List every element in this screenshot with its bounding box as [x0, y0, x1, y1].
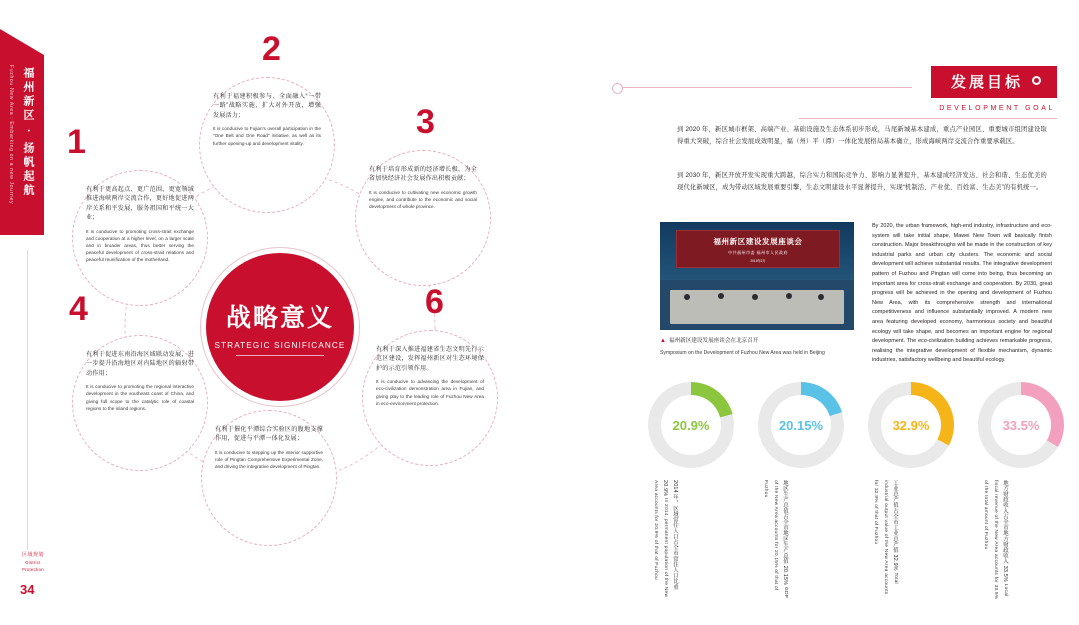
photo-person-icon: [818, 294, 824, 300]
photo-caption-cn-text: 福州新区建设发展座谈会在北京召开: [668, 338, 759, 344]
donut-caption-en: In 2014, permanent population of the New Area accounts for 20.9% of that of Fuzhou: [653, 480, 668, 598]
photo-banner-date: 2015年2月: [750, 259, 766, 263]
donut-caption-en: Total industrial output value of the New Area accounts for 32.9% of that of Fuzhou: [873, 480, 898, 595]
photo-banner: [676, 230, 840, 268]
photo-banner-title: 福州新区建设发展座谈会: [713, 237, 803, 246]
photo-person-icon: [718, 293, 724, 299]
bubble-number: 6: [425, 283, 444, 321]
photo-caption-en: Symposium on the Development of Fuzhou New Area was held in Beijing: [660, 350, 825, 356]
center-title-cn: 战略意义: [225, 304, 334, 332]
donut-hole: [661, 395, 721, 455]
goal-dot-icon: [1032, 76, 1041, 85]
bubble-text-cn: 有利于催化平潭综合实验区的腹地支撑作用，促进与平潭一体化发展；: [215, 426, 323, 443]
significance-bubble-2: [199, 30, 335, 213]
bubble-number: 2: [262, 30, 281, 68]
donut-value: 33.5%: [1002, 417, 1040, 433]
bubble-text-en: It is conducive to cultivating new economic growth engine, and contribute to the economic and social development of whole province.: [369, 189, 477, 210]
bubble-text-en: It is conducive to Fujian's overall participation in the "One Belt and One Road" initiative, as well as its further opening-up and development vitality.: [213, 126, 321, 146]
photo-person-icon: [786, 293, 792, 299]
donut-hole: [991, 395, 1051, 455]
donut-caption-cn: 2014 年，区域常住人口占全市常住人口比重 20.9%: [662, 480, 678, 590]
significance-bubble-6: [362, 283, 498, 466]
page-number: 34: [20, 582, 35, 597]
photo-person-icon: [684, 294, 690, 300]
photo-person-icon: [752, 294, 758, 300]
goal-paragraph-cn-2: 到 2030 年，新区开放开发实现重大跨越，综合实力和国际竞争力、影响力显著提升，基本建成经济发达、社会和谐、生态优美的现代化新城区，成为带动区域发展重要引擎，生态文明建设水平显著提升，实现“机制活、产业优、百姓富、生态美”的有机统一。: [677, 172, 1047, 191]
bubble-text-en: It is conducive to advancing the development of eco-civilization demonstration area in Fujian, and giving play to the leading role of Fuzhou New Area in eco-environment protection.: [376, 379, 484, 406]
donut-caption-1: [760, 480, 790, 600]
donut-chart-1: [758, 382, 844, 468]
triangle-icon: ▲: [660, 338, 666, 344]
photo-caption-cn: [660, 337, 854, 346]
significance-bubble-4: [69, 290, 208, 471]
bubble-number: 4: [69, 290, 88, 328]
donut-value: 32.9%: [892, 417, 930, 433]
photo-block: [660, 222, 854, 357]
divider-dot-icon: [612, 83, 623, 94]
donut-caption-en: GDP of the New Area accounts for 20.15% of that of Fuzhou: [763, 480, 788, 599]
footer-mark-en: District Protection: [22, 560, 44, 572]
donut-value: 20.9%: [672, 417, 710, 433]
bubble-text-cn: 有利于促进东南沿海区域联动发展，进一步提升沿海地区对内陆地区的辐射带动作用；: [86, 351, 194, 377]
statistics-donut-row: [648, 382, 1068, 477]
section-tab-cn: 福州新区 · 扬帆起航: [22, 67, 34, 198]
bubble-text-cn: 有利于更高起点、更广范围、更宽领域推进海峡两岸交流合作，更好地促进两岸关系和平发展，服务祖国和平统一大业；: [86, 186, 194, 222]
bubble-text-en: It is conducive to stepping up the interior supportive role of Pingtan Comprehensive Experimental Zone, and driving the integrative development of Pingtan.: [215, 449, 323, 470]
center-circle: [206, 253, 354, 401]
bubble-text-cn: 有利于福建积极参与、全面融入“一带一路”战略实施，扩大对外开放，增强发展活力；: [213, 93, 321, 119]
goal-title-bar: [931, 66, 1057, 98]
donut-hole: [881, 395, 941, 455]
section-tab-en: Fuzhou New Area : Embarking on a new Journey: [8, 65, 14, 205]
donut-chart-0: [648, 382, 734, 468]
donut-caption-cn: 地区生产总值占全市地区生产总值 20.15%: [782, 480, 788, 586]
donut-chart-3: [978, 382, 1064, 468]
symposium-photo: [660, 222, 854, 330]
development-goal-header: [799, 66, 1057, 119]
bubble-text-cn: 有利于培育形成新的经济增长极，为全省加快经济社会发展作出积极贡献；: [369, 166, 477, 183]
bubble-text-en: It is conducive to promoting cross-strait exchange and cooperation at a higher level, on a larger scale and in broader areas, thus better serving the peaceful development of cross-strait relations and peaceful reunification of the motherland.: [86, 228, 194, 263]
donut-caption-cn: 地方财政收入占全市地方财政收入 33.5%: [1002, 480, 1008, 582]
donut-value: 20.15%: [778, 417, 824, 433]
donut-chart-2: [868, 382, 954, 468]
goal-paragraph-en: By 2020, the urban framework, high-end industry, infrastructure and eco-system will take initial shape, Mawei New Town will basically finish construction. Major breakthroughs will be made in the construction of key industrial parks and urban city clusters. The economic and social development will achieve substantial results. The integrative development pattern of Fuzhou and Pingtan will come into being, thus becoming an important area for cross-strait exchange and cooperation. By 2030, great progress will be achieved in the opening and development of Fuzhou New Area, with its comprehensive strength and international competitiveness and influence substantially improved. A modern new area featuring developed economy, harmonious society and beautiful ecology will take shape, and becomes an important engine for regional development. The eco-civilization building achieves remarkable progress, realising the integrative development of flexible mechanism, dynamic industries, satisfactory wellbeing and beautiful ecology.: [872, 223, 1052, 364]
center-title-en: STRATEGIC SIGNIFICANCE: [214, 341, 346, 350]
significance-bubble-5: [201, 365, 337, 546]
footer-mark-cn: 区域规划: [21, 552, 44, 558]
donut-hole: [771, 395, 831, 455]
donut-caption-2: [870, 480, 900, 600]
goal-title-en: DEVELOPMENT GOAL: [939, 105, 1055, 112]
donut-caption-0: [650, 480, 679, 600]
goal-title-cn: 发展目标: [950, 74, 1023, 91]
bubble-number: 5: [260, 365, 279, 403]
bubble-number: 3: [416, 103, 435, 141]
center-underline: [236, 355, 324, 356]
significance-bubble-3: [355, 103, 491, 286]
donut-caption-3: [980, 480, 1010, 600]
bubble-number: 1: [67, 123, 86, 161]
significance-bubble-1: [67, 123, 208, 306]
photo-banner-sub: 中共福州市委 福州市人民政府: [728, 250, 788, 255]
donut-caption-cn: 工业总产值占全市工业总产值 32.9%: [892, 480, 898, 571]
goal-paragraph-cn-1: 到 2020 年，新区城市框架、高端产业、基础设施及生态体系初步形成，马尾新城基本建成，重点产业园区、重要城市组团建设取得重大突破，综合社会发展成效明显，福（州）平（潭）一体化发展格局基本确立，形成海峡两岸交流合作重要承载区。: [677, 126, 1047, 145]
bubble-text-en: It is conducive to promoting the regional interactive development in the southeast coast of China, and giving full scope to the catalytic role of coastal regions to the inland regions.: [86, 384, 194, 411]
goal-underline: [799, 118, 1057, 119]
donut-caption-en: Local fiscal revenue of the New Area accounts for 33.5% of the total amount of Fuzhou: [983, 480, 1008, 600]
bubble-text-cn: 有利于深入推进福建省生态文明先行示范区建设，发挥福州新区对生态环境保护的示范引领作用。: [376, 346, 484, 372]
